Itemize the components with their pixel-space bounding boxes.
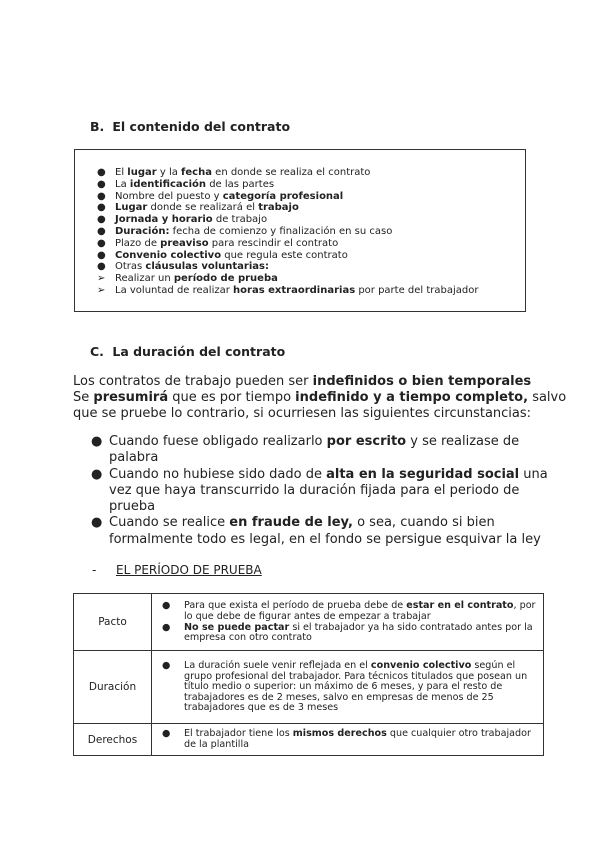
bold-text: Duración: bbox=[115, 225, 170, 237]
text: La duración suele venir reflejada en el bbox=[184, 660, 371, 672]
bold-text: por escrito bbox=[326, 434, 407, 449]
table-row bbox=[74, 724, 544, 756]
bullet-icon: ● bbox=[97, 178, 106, 190]
text: que regula este contrato bbox=[221, 249, 348, 261]
probation-heading bbox=[92, 563, 262, 577]
bold-text: indefinido y a tiempo completo, bbox=[295, 390, 529, 405]
bold-text: mismos derechos bbox=[292, 728, 387, 740]
bold-text: preaviso bbox=[160, 237, 209, 249]
contract-content-box bbox=[74, 149, 526, 312]
paragraph-line bbox=[73, 390, 566, 406]
bold-text: No se puede pactar bbox=[184, 621, 290, 633]
section-b-title: El contenido del contrato bbox=[112, 119, 291, 134]
circumstance-item bbox=[73, 434, 561, 467]
bold-text: cláusulas voluntarias: bbox=[145, 261, 269, 273]
bullet-icon: ● bbox=[97, 237, 106, 249]
probation-table bbox=[73, 593, 544, 756]
bold-text: convenio colectivo bbox=[370, 660, 472, 672]
contract-content-list bbox=[75, 150, 525, 297]
bullet-icon: ● bbox=[91, 515, 103, 531]
text: Cuando se realice bbox=[109, 515, 230, 531]
row-content bbox=[152, 724, 544, 756]
content-list-item bbox=[97, 261, 525, 273]
table-row bbox=[74, 594, 544, 651]
table-list-item bbox=[162, 729, 537, 750]
bullet-icon: ● bbox=[162, 728, 171, 740]
text: y la bbox=[156, 167, 182, 178]
text: Plazo de bbox=[115, 237, 161, 249]
text: fecha de comienzo y finalización en su caso bbox=[169, 225, 393, 237]
probation-title: EL PERÍODO DE PRUEBA bbox=[116, 563, 262, 577]
table-list-item bbox=[162, 601, 537, 622]
text: para rescindir el contrato bbox=[208, 237, 339, 249]
text: salvo bbox=[528, 390, 567, 405]
content-list-item bbox=[97, 285, 525, 297]
text: donde se realizará el bbox=[147, 202, 259, 214]
bullet-icon: ● bbox=[97, 225, 106, 237]
text: según el grupo profesional del trabajador. Para técnicos titulados que posean un título medio o superior: un máximo de 6 meses, y para el resto de trabajadores es de 2 meses, salvo en empresas de menos de 25 trabajadores que es de 3 meses bbox=[184, 660, 528, 714]
text: La voluntad de realizar bbox=[115, 284, 234, 296]
bold-text: fecha bbox=[181, 167, 212, 178]
bold-text: lugar bbox=[127, 167, 157, 178]
bold-text: alta en la seguridad social bbox=[326, 466, 520, 482]
bold-text: horas extraordinarias bbox=[233, 284, 356, 296]
text: Para que exista el período de prueba debe de bbox=[184, 600, 407, 612]
arrow-bullet-icon: ➢ bbox=[97, 273, 106, 285]
bold-text: período de prueba bbox=[173, 273, 278, 285]
text: en donde se realiza el contrato bbox=[211, 167, 371, 178]
content-list-item bbox=[97, 214, 525, 226]
circumstances-list bbox=[73, 434, 561, 548]
arrow-bullet-icon: ➢ bbox=[97, 284, 106, 296]
row-label: Duración bbox=[74, 651, 152, 724]
text: o sea, cuando si bien formalmente todo es legal, en el fondo se persigue esquivar la ley bbox=[109, 515, 541, 547]
text: Otras bbox=[115, 261, 146, 273]
content-list-item bbox=[97, 250, 525, 262]
table-row bbox=[74, 651, 544, 724]
content-list-item bbox=[97, 167, 525, 179]
bold-text: identificación bbox=[129, 178, 207, 190]
text: La bbox=[115, 178, 130, 190]
content-list-item bbox=[97, 179, 525, 191]
text: que es por tiempo bbox=[168, 390, 296, 405]
text: y se realizase de palabra bbox=[109, 434, 520, 466]
table-list-item bbox=[162, 661, 537, 714]
bold-text: en fraude de ley, bbox=[229, 515, 353, 531]
bold-text: estar en el contrato bbox=[406, 600, 514, 612]
section-c-heading bbox=[90, 344, 285, 359]
content-list-item bbox=[97, 191, 525, 203]
text: , por lo que debe de figurar antes de empezar a trabajar bbox=[184, 600, 536, 622]
bullet-icon: ● bbox=[97, 249, 106, 261]
bullet-icon: ● bbox=[97, 167, 106, 178]
content-list-item bbox=[97, 238, 525, 250]
bullet-icon: ● bbox=[97, 214, 106, 226]
bullet-icon: ● bbox=[97, 261, 106, 273]
probation-dash: - bbox=[92, 563, 97, 577]
content-list-item bbox=[97, 202, 525, 214]
text: que cualquier otro trabajador de la plantilla bbox=[184, 728, 531, 750]
text: Nombre del puesto y bbox=[115, 190, 223, 202]
bold-text: categoría profesional bbox=[222, 190, 344, 202]
bullet-icon: ● bbox=[162, 621, 171, 633]
bullet-icon: ● bbox=[162, 600, 171, 612]
row-label: Pacto bbox=[74, 594, 152, 651]
bullet-icon: ● bbox=[91, 434, 103, 449]
text: El trabajador tiene los bbox=[184, 728, 293, 740]
section-c-letter: C. bbox=[90, 344, 104, 359]
circumstance-item bbox=[73, 467, 561, 516]
bullet-icon: ● bbox=[91, 466, 103, 482]
bold-text: Lugar bbox=[115, 202, 148, 214]
row-label: Derechos bbox=[74, 724, 152, 756]
content-list-item bbox=[97, 226, 525, 238]
paragraph-line bbox=[73, 374, 566, 390]
text: de las partes bbox=[206, 178, 275, 190]
text: que se pruebe lo contrario, si ocurriesen las siguientes circunstancias: bbox=[73, 406, 532, 421]
bold-text: trabajo bbox=[258, 202, 299, 214]
bold-text: indefinidos o bien temporales bbox=[312, 374, 532, 389]
bold-text: presumirá bbox=[93, 390, 169, 405]
bullet-icon: ● bbox=[162, 660, 171, 672]
circumstance-item bbox=[73, 515, 561, 548]
paragraph-line bbox=[73, 406, 566, 422]
row-content bbox=[152, 594, 544, 651]
duration-paragraph bbox=[73, 374, 566, 422]
text: por parte del trabajador bbox=[355, 284, 479, 296]
text: Realizar un bbox=[115, 273, 174, 285]
text: Cuando fuese obligado realizarlo bbox=[109, 434, 327, 449]
text: si el trabajador ya ha sido contratado antes por la empresa con otro contrato bbox=[184, 621, 533, 644]
content-list-item bbox=[97, 273, 525, 285]
section-b-letter: B. bbox=[90, 119, 105, 134]
text: Cuando no hubiese sido dado de bbox=[109, 466, 327, 482]
section-c-title: La duración del contrato bbox=[112, 344, 286, 359]
section-b-heading bbox=[90, 119, 290, 134]
text: Se bbox=[73, 390, 94, 405]
text: El bbox=[115, 167, 128, 178]
row-content bbox=[152, 651, 544, 724]
bold-text: Jornada y horario bbox=[115, 214, 213, 226]
bullet-icon: ● bbox=[97, 190, 106, 202]
bold-text: Convenio colectivo bbox=[115, 249, 222, 261]
text: de trabajo bbox=[212, 214, 268, 226]
text: una vez que haya transcurrido la duración fijada para el periodo de prueba bbox=[109, 466, 548, 515]
text: Los contratos de trabajo pueden ser bbox=[73, 374, 313, 389]
table-list-item bbox=[162, 623, 537, 644]
bullet-icon: ● bbox=[97, 202, 106, 214]
